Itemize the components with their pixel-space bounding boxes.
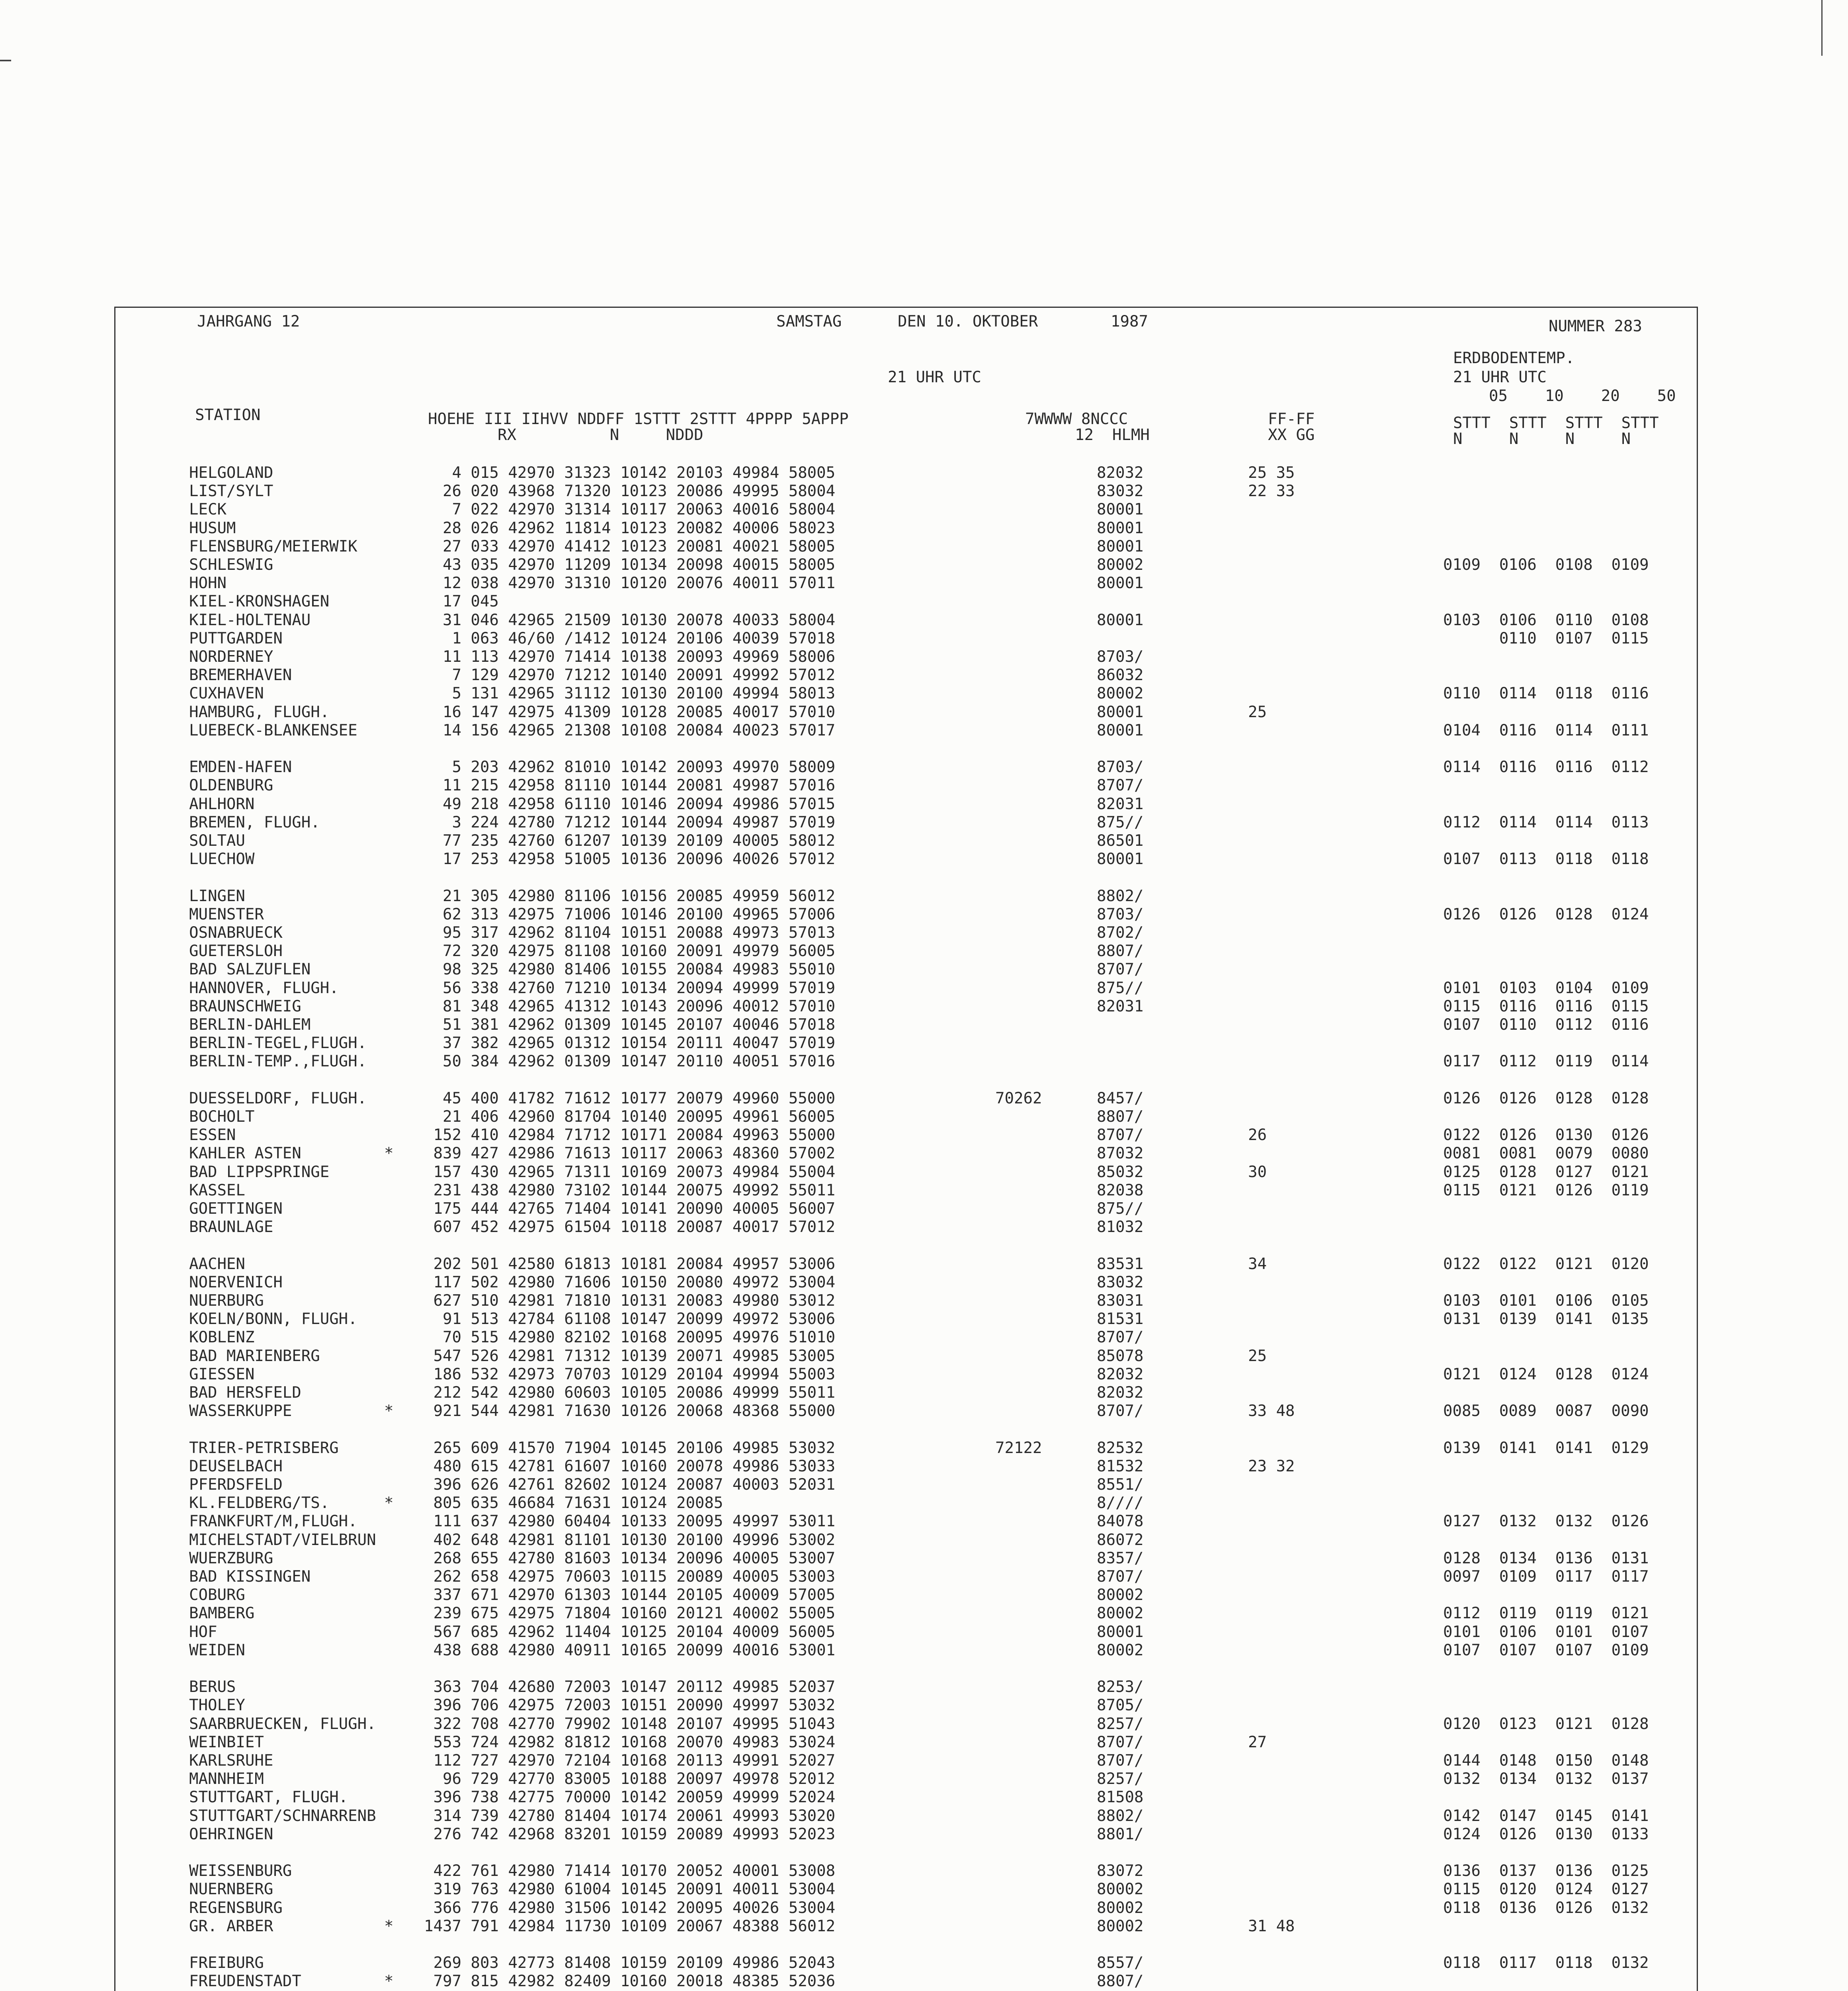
group8-value: 8257/ <box>1097 1715 1144 1733</box>
mountain-station-marker: * <box>384 1972 394 1991</box>
gust-value: 34 <box>1248 1255 1267 1273</box>
group8-value: 8551/ <box>1097 1476 1144 1494</box>
soil-temperatures: 0118 0136 0126 0132 <box>1443 1899 1649 1917</box>
station-name: DUESSELDORF, FLUGH. <box>189 1089 367 1107</box>
observation-groups: 5 203 42962 81010 10142 20093 49970 58009 <box>424 758 836 776</box>
observation-groups: 95 317 42962 81104 10151 20088 49973 57013 <box>424 924 836 942</box>
group8-value: 8707/ <box>1097 960 1144 979</box>
group8-value: 81032 <box>1097 1218 1144 1236</box>
observation-groups: 231 438 42980 73102 10144 20075 49992 55011 <box>424 1181 836 1199</box>
group8-value: 83032 <box>1097 482 1144 501</box>
group8-value: 8801/ <box>1097 1825 1144 1843</box>
station-name: NOERVENICH <box>189 1273 283 1291</box>
col-group7-1: 7WWWW 8NCCC <box>1025 410 1128 428</box>
gust-value: 25 <box>1248 703 1267 721</box>
observation-groups: 31 046 42965 21509 10130 20078 40033 58004 <box>424 611 836 629</box>
observation-groups: 396 738 42775 70000 10142 20059 49999 52024 <box>424 1788 836 1807</box>
observation-groups: 28 026 42962 11814 10123 20082 40006 58023 <box>424 519 836 537</box>
observation-groups: 157 430 42965 71311 10169 20073 49984 55004 <box>424 1163 836 1181</box>
group8-value: 82032 <box>1097 1384 1144 1402</box>
observation-groups: 3 224 42780 71212 10144 20094 49987 57019 <box>424 813 836 831</box>
col-soil-1: STTT STTT STTT STTT <box>1453 414 1659 432</box>
group8-value: 8257/ <box>1097 1770 1144 1788</box>
station-name: KAHLER ASTEN <box>189 1144 301 1163</box>
observation-groups: 7 022 42970 31314 10117 20063 40016 58004 <box>424 501 836 519</box>
soil-temperatures: 0110 0107 0115 <box>1443 629 1649 647</box>
station-name: SAARBRUECKEN, FLUGH. <box>189 1715 376 1733</box>
group8-value: 80001 <box>1097 703 1144 721</box>
observation-groups: 1437 791 42984 11730 10109 20067 48388 56012 <box>424 1917 836 1935</box>
year: 1987 <box>1111 313 1148 331</box>
group8-value: 875// <box>1097 979 1144 997</box>
group8-value: 81532 <box>1097 1457 1144 1475</box>
group8-value: 80001 <box>1097 501 1144 519</box>
soil-temperatures: 0128 0134 0136 0131 <box>1443 1549 1649 1567</box>
observation-groups: 607 452 42975 61504 10118 20087 40017 57012 <box>424 1218 836 1236</box>
observation-groups: 212 542 42980 60603 10105 20086 49999 55011 <box>424 1384 836 1402</box>
station-name: BERLIN-DAHLEM <box>189 1016 311 1034</box>
station-name: LINGEN <box>189 887 245 905</box>
observation-groups: 186 532 42973 70703 10129 20104 49994 55003 <box>424 1365 836 1383</box>
group8-value: 82031 <box>1097 795 1144 813</box>
station-name: WEIDEN <box>189 1641 245 1659</box>
soil-temperatures: 0081 0081 0079 0080 <box>1443 1144 1649 1163</box>
station-name: MANNHEIM <box>189 1770 264 1788</box>
gust-value: 25 <box>1248 1347 1267 1365</box>
observation-groups: 112 727 42970 72104 10168 20113 49991 52027 <box>424 1752 836 1770</box>
station-name: BREMEN, FLUGH. <box>189 813 320 831</box>
observation-groups: 16 147 42975 41309 10128 20085 40017 57010 <box>424 703 836 721</box>
observation-groups: 43 035 42970 11209 10134 20098 40015 58005 <box>424 556 836 574</box>
col-header-2: RX N NDDD <box>498 426 703 444</box>
group8-value: 83072 <box>1097 1862 1144 1880</box>
station-name: PFERDSFELD <box>189 1476 283 1494</box>
station-name: HUSUM <box>189 519 236 537</box>
group8-value: 8707/ <box>1097 1126 1144 1144</box>
soil-temperatures: 0107 0107 0107 0109 <box>1443 1641 1649 1659</box>
station-name: ESSEN <box>189 1126 236 1144</box>
col-header-1: HOEHE III IIHVV NDDFF 1STTT 2STTT 4PPPP 5APPP <box>428 410 849 428</box>
group8-value: 80002 <box>1097 556 1144 574</box>
station-name: REGENSBURG <box>189 1899 283 1917</box>
observation-groups: 269 803 42773 81408 10159 20109 49986 52043 <box>424 1954 836 1972</box>
soil-temperatures: 0112 0119 0119 0121 <box>1443 1604 1649 1623</box>
group8-value: 80001 <box>1097 574 1144 593</box>
observation-groups: 37 382 42965 01312 10154 20111 40047 57019 <box>424 1034 836 1052</box>
gust-value: 23 32 <box>1248 1457 1295 1475</box>
station-name: MICHELSTADT/VIELBRUN <box>189 1531 376 1549</box>
group8-value: 8457/ <box>1097 1089 1144 1107</box>
observation-groups: 337 671 42970 61303 10144 20105 40009 57005 <box>424 1586 836 1604</box>
date: DEN 10. OKTOBER <box>898 313 1038 331</box>
group8-value: 80002 <box>1097 1917 1144 1935</box>
soil-temperatures: 0115 0121 0126 0119 <box>1443 1181 1649 1199</box>
group8-value: 8707/ <box>1097 1733 1144 1751</box>
gust-value: 31 48 <box>1248 1917 1295 1935</box>
group8-value: 8807/ <box>1097 1108 1144 1126</box>
group8-value: 8807/ <box>1097 1972 1144 1991</box>
station-name: NORDERNEY <box>189 648 273 666</box>
mountain-station-marker: * <box>384 1494 394 1512</box>
soil-temperatures: 0122 0126 0130 0126 <box>1443 1126 1649 1144</box>
soil-temperatures: 0107 0110 0112 0116 <box>1443 1016 1649 1034</box>
observation-groups: 202 501 42580 61813 10181 20084 49957 53006 <box>424 1255 836 1273</box>
station-name: CUXHAVEN <box>189 685 264 703</box>
station-name: LUECHOW <box>189 850 255 868</box>
soil-temperatures: 0127 0132 0132 0126 <box>1443 1512 1649 1531</box>
group8-value: 86501 <box>1097 832 1144 850</box>
edge-mark <box>0 60 11 61</box>
station-name: WASSERKUPPE <box>189 1402 292 1420</box>
group8-value: 875// <box>1097 813 1144 831</box>
group8-value: 8//// <box>1097 1494 1144 1512</box>
station-name: KOELN/BONN, FLUGH. <box>189 1310 357 1328</box>
group8-value: 8707/ <box>1097 1402 1144 1420</box>
soil-temperatures: 0120 0123 0121 0128 <box>1443 1715 1649 1733</box>
observation-groups: 276 742 42968 83201 10159 20089 49993 52023 <box>424 1825 836 1843</box>
soil-temperatures: 0103 0101 0106 0105 <box>1443 1292 1649 1310</box>
observation-groups: 314 739 42780 81404 10174 20061 49993 53020 <box>424 1807 836 1825</box>
station-name: BAD LIPPSPRINGE <box>189 1163 330 1181</box>
group8-value: 83032 <box>1097 1273 1144 1291</box>
station-name: BRAUNLAGE <box>189 1218 273 1236</box>
station-name: PUTTGARDEN <box>189 629 283 647</box>
group8-value: 83031 <box>1097 1292 1144 1310</box>
station-name: KIEL-HOLTENAU <box>189 611 311 629</box>
observation-groups: 921 544 42981 71630 10126 20068 48368 55000 <box>424 1402 836 1420</box>
group8-value: 82032 <box>1097 464 1144 482</box>
station-name: AHLHORN <box>189 795 255 813</box>
group8-value: 80002 <box>1097 1604 1144 1623</box>
group8-value: 8702/ <box>1097 924 1144 942</box>
station-name: STUTTGART, FLUGH. <box>189 1788 348 1807</box>
soil-temperatures: 0121 0124 0128 0124 <box>1443 1365 1649 1383</box>
group8-value: 80002 <box>1097 1899 1144 1917</box>
soil-depths: 05 10 20 50 <box>1489 387 1676 405</box>
soil-temp-title: ERDBODENTEMP. <box>1453 349 1575 367</box>
group8-value: 8807/ <box>1097 942 1144 960</box>
group8-value: 80001 <box>1097 1623 1144 1641</box>
soil-temperatures: 0122 0122 0121 0120 <box>1443 1255 1649 1273</box>
observation-groups: 77 235 42760 61207 10139 20109 40005 58012 <box>424 832 836 850</box>
observation-groups: 21 305 42980 81106 10156 20085 49959 56012 <box>424 887 836 905</box>
observation-groups: 11 113 42970 71414 10138 20093 49969 58006 <box>424 648 836 666</box>
group8-value: 8802/ <box>1097 887 1144 905</box>
soil-temperatures: 0115 0116 0116 0115 <box>1443 997 1649 1015</box>
observation-groups: 7 129 42970 71212 10140 20091 49992 57012 <box>424 666 836 685</box>
observation-groups: 11 215 42958 81110 10144 20081 49987 57016 <box>424 776 836 795</box>
station-name: WEISSENBURG <box>189 1862 292 1880</box>
issue-number: NUMMER 283 <box>1549 317 1642 335</box>
group8-value: 80002 <box>1097 1586 1144 1604</box>
station-name: KASSEL <box>189 1181 245 1199</box>
gust-value: 25 35 <box>1248 464 1295 482</box>
observation-groups: 26 020 43968 71320 10123 20086 49995 58004 <box>424 482 836 501</box>
station-name: KIEL-KRONSHAGEN <box>189 593 330 611</box>
observation-groups: 239 675 42975 71804 10160 20121 40002 55005 <box>424 1604 836 1623</box>
station-name: BREMERHAVEN <box>189 666 292 685</box>
group8-value: 87032 <box>1097 1144 1144 1163</box>
station-name: BAD HERSFELD <box>189 1384 301 1402</box>
station-name: HANNOVER, FLUGH. <box>189 979 339 997</box>
edge-rule <box>1821 0 1823 56</box>
gust-value: 27 <box>1248 1733 1267 1751</box>
observation-groups: 81 348 42965 41312 10143 20096 40012 57010 <box>424 997 836 1015</box>
group8-value: 83531 <box>1097 1255 1144 1273</box>
station-name: FLENSBURG/MEIERWIK <box>189 537 357 555</box>
gust-value: 30 <box>1248 1163 1267 1181</box>
observation-groups: 438 688 42980 40911 10165 20099 40016 53001 <box>424 1641 836 1659</box>
group8-value: 80001 <box>1097 519 1144 537</box>
soil-temperatures: 0107 0113 0118 0118 <box>1443 850 1649 868</box>
station-name: OLDENBURG <box>189 776 273 795</box>
station-name: GR. ARBER <box>189 1917 273 1935</box>
gust-value: 26 <box>1248 1126 1267 1144</box>
soil-temperatures: 0136 0137 0136 0125 <box>1443 1862 1649 1880</box>
station-name: BERUS <box>189 1678 236 1696</box>
soil-temperatures: 0103 0106 0110 0108 <box>1443 611 1649 629</box>
observation-groups: 17 253 42958 51005 10136 20096 40026 57012 <box>424 850 836 868</box>
station-name: STUTTGART/SCHNARRENB <box>189 1807 376 1825</box>
soil-temperatures: 0101 0106 0101 0107 <box>1443 1623 1649 1641</box>
observation-groups: 1 063 46/60 /1412 10124 20106 40039 57018 <box>424 629 836 647</box>
observation-groups: 363 704 42680 72003 10147 20112 49985 52037 <box>424 1678 836 1696</box>
station-name: KARLSRUHE <box>189 1752 273 1770</box>
station-name: BRAUNSCHWEIG <box>189 997 301 1015</box>
soil-temperatures: 0110 0114 0118 0116 <box>1443 685 1649 703</box>
group8-value: 8802/ <box>1097 1807 1144 1825</box>
station-name: HAMBURG, FLUGH. <box>189 703 330 721</box>
group8-value: 8705/ <box>1097 1696 1144 1715</box>
group8-value: 82038 <box>1097 1181 1144 1199</box>
station-name: LIST/SYLT <box>189 482 273 501</box>
observation-groups: 402 648 42981 81101 10130 20100 49996 53002 <box>424 1531 836 1549</box>
soil-temperatures: 0126 0126 0128 0128 <box>1443 1089 1649 1107</box>
group8-value: 80002 <box>1097 1641 1144 1659</box>
observation-groups: 5 131 42965 31112 10130 20100 49994 58013 <box>424 685 836 703</box>
group8-value: 85032 <box>1097 1163 1144 1181</box>
soil-temperatures: 0139 0141 0141 0129 <box>1443 1439 1649 1457</box>
col-soil-2: N N N N <box>1453 430 1631 448</box>
soil-temperatures: 0142 0147 0145 0141 <box>1443 1807 1649 1825</box>
observation-groups: 366 776 42980 31506 10142 20095 40026 53004 <box>424 1899 836 1917</box>
soil-temp-time: 21 UHR UTC <box>1453 368 1547 386</box>
group8-value: 82031 <box>1097 997 1144 1015</box>
observation-groups: 117 502 42980 71606 10150 20080 49972 53004 <box>424 1273 836 1291</box>
station-name: BERLIN-TEGEL,FLUGH. <box>189 1034 367 1052</box>
station-name: KOBLENZ <box>189 1328 255 1347</box>
jahrgang: JAHRGANG 12 <box>197 313 300 331</box>
group8-value: 8357/ <box>1097 1549 1144 1567</box>
soil-temperatures: 0104 0116 0114 0111 <box>1443 721 1649 739</box>
group8-value: 86072 <box>1097 1531 1144 1549</box>
station-name: DEUSELBACH <box>189 1457 283 1475</box>
soil-temperatures: 0117 0112 0119 0114 <box>1443 1052 1649 1071</box>
observation-groups: 72 320 42975 81108 10160 20091 49979 56005 <box>424 942 836 960</box>
soil-temperatures: 0126 0126 0128 0124 <box>1443 905 1649 923</box>
observation-groups: 4 015 42970 31323 10142 20103 49984 58005 <box>424 464 836 482</box>
group8-value: 8703/ <box>1097 905 1144 923</box>
station-name: OEHRINGEN <box>189 1825 273 1843</box>
group8-value: 8253/ <box>1097 1678 1144 1696</box>
weekday: SAMSTAG <box>776 313 842 331</box>
soil-temperatures: 0109 0106 0108 0109 <box>1443 556 1649 574</box>
observation-groups: 262 658 42975 70603 10115 20089 40005 53003 <box>424 1568 836 1586</box>
observation-groups: 12 038 42970 31310 10120 20076 40011 57011 <box>424 574 836 593</box>
group8-value: 8707/ <box>1097 1328 1144 1347</box>
group8-value: 80001 <box>1097 537 1144 555</box>
observation-groups: 265 609 41570 71904 10145 20106 49985 53032 <box>424 1439 836 1457</box>
observation-groups: 839 427 42986 71613 10117 20063 48360 57002 <box>424 1144 836 1163</box>
observation-groups: 627 510 42981 71810 10131 20083 49980 53012 <box>424 1292 836 1310</box>
observation-groups: 14 156 42965 21308 10108 20084 40023 57017 <box>424 721 836 739</box>
station-name: EMDEN-HAFEN <box>189 758 292 776</box>
station-name: GIESSEN <box>189 1365 255 1383</box>
station-name: OSNABRUECK <box>189 924 283 942</box>
group8-value: 82032 <box>1097 1365 1144 1383</box>
group8-value: 8557/ <box>1097 1954 1144 1972</box>
station-name: SOLTAU <box>189 832 245 850</box>
observation-groups: 396 626 42761 82602 10124 20087 40003 52031 <box>424 1476 836 1494</box>
observation-groups: 96 729 42770 83005 10188 20097 49978 52012 <box>424 1770 836 1788</box>
observation-groups: 268 655 42780 81603 10134 20096 40005 53007 <box>424 1549 836 1567</box>
observation-groups: 111 637 42980 60404 10133 20095 49997 53011 <box>424 1512 836 1531</box>
observation-groups: 98 325 42980 81406 10155 20084 49983 55010 <box>424 960 836 979</box>
observation-groups: 322 708 42770 79902 10148 20107 49995 51043 <box>424 1715 836 1733</box>
soil-temperatures: 0114 0116 0116 0112 <box>1443 758 1649 776</box>
col-ff-1: FF-FF <box>1268 410 1315 428</box>
group8-value: 8707/ <box>1097 1568 1144 1586</box>
station-name: SCHLESWIG <box>189 556 273 574</box>
group8-value: 80002 <box>1097 1880 1144 1899</box>
observation-groups: 50 384 42962 01309 10147 20110 40051 57016 <box>424 1052 836 1071</box>
station-name: THOLEY <box>189 1696 245 1715</box>
observation-groups: 49 218 42958 61110 10146 20094 49986 57015 <box>424 795 836 813</box>
mountain-station-marker: * <box>384 1144 394 1163</box>
observation-groups: 51 381 42962 01309 10145 20107 40046 57018 <box>424 1016 836 1034</box>
group7-value: 70262 <box>995 1089 1042 1107</box>
col-station: STATION <box>195 406 261 424</box>
group8-value: 85078 <box>1097 1347 1144 1365</box>
group7-value: 72122 <box>995 1439 1042 1457</box>
observation-groups: 567 685 42962 11404 10125 20104 40009 56005 <box>424 1623 836 1641</box>
group8-value: 8703/ <box>1097 648 1144 666</box>
station-name: WUERZBURG <box>189 1549 273 1567</box>
station-name: NUERBURG <box>189 1292 264 1310</box>
soil-temperatures: 0115 0120 0124 0127 <box>1443 1880 1649 1899</box>
station-name: FREUDENSTADT <box>189 1972 301 1991</box>
station-name: BAD SALZUFLEN <box>189 960 311 979</box>
observation-groups: 553 724 42982 81812 10168 20070 49983 53024 <box>424 1733 836 1751</box>
station-name: LUEBECK-BLANKENSEE <box>189 721 357 739</box>
col-group7-2: 12 HLMH <box>1075 426 1150 444</box>
group8-value: 84078 <box>1097 1512 1144 1531</box>
station-name: NUERNBERG <box>189 1880 273 1899</box>
group8-value: 875// <box>1097 1200 1144 1218</box>
station-name: FRANKFURT/M,FLUGH. <box>189 1512 357 1531</box>
group8-value: 80001 <box>1097 611 1144 629</box>
observation-groups: 805 635 46684 71631 10124 20085 <box>424 1494 723 1512</box>
station-name: MUENSTER <box>189 905 264 923</box>
group8-value: 81531 <box>1097 1310 1144 1328</box>
observation-groups: 152 410 42984 71712 10171 20084 49963 55000 <box>424 1126 836 1144</box>
observation-groups: 480 615 42781 61607 10160 20078 49986 53033 <box>424 1457 836 1475</box>
observation-groups: 27 033 42970 41412 10123 20081 40021 58005 <box>424 537 836 555</box>
soil-temperatures: 0101 0103 0104 0109 <box>1443 979 1649 997</box>
soil-temperatures: 0131 0139 0141 0135 <box>1443 1310 1649 1328</box>
station-name: BOCHOLT <box>189 1108 255 1126</box>
soil-temperatures: 0125 0128 0127 0121 <box>1443 1163 1649 1181</box>
gust-value: 33 48 <box>1248 1402 1295 1420</box>
soil-temperatures: 0118 0117 0118 0132 <box>1443 1954 1649 1972</box>
mountain-station-marker: * <box>384 1917 394 1935</box>
group8-value: 8707/ <box>1097 1752 1144 1770</box>
observation-groups: 175 444 42765 71404 10141 20090 40005 56007 <box>424 1200 836 1218</box>
station-name: COBURG <box>189 1586 245 1604</box>
observation-time: 21 UHR UTC <box>888 368 981 386</box>
group8-value: 81508 <box>1097 1788 1144 1807</box>
observation-groups: 547 526 42981 71312 10139 20071 49985 53005 <box>424 1347 836 1365</box>
station-name: GOETTINGEN <box>189 1200 283 1218</box>
gust-value: 22 33 <box>1248 482 1295 501</box>
station-name: TRIER-PETRISBERG <box>189 1439 339 1457</box>
station-name: AACHEN <box>189 1255 245 1273</box>
station-name: FREIBURG <box>189 1954 264 1972</box>
soil-temperatures: 0085 0089 0087 0090 <box>1443 1402 1649 1420</box>
observation-groups: 422 761 42980 71414 10170 20052 40001 53008 <box>424 1862 836 1880</box>
station-name: HOF <box>189 1623 217 1641</box>
soil-temperatures: 0124 0126 0130 0133 <box>1443 1825 1649 1843</box>
station-name: BERLIN-TEMP.,FLUGH. <box>189 1052 367 1071</box>
group8-value: 8703/ <box>1097 758 1144 776</box>
observation-groups: 319 763 42980 61004 10145 20091 40011 53004 <box>424 1880 836 1899</box>
soil-temperatures: 0144 0148 0150 0148 <box>1443 1752 1649 1770</box>
soil-temperatures: 0112 0114 0114 0113 <box>1443 813 1649 831</box>
observation-groups: 70 515 42980 82102 10168 20095 49976 51010 <box>424 1328 836 1347</box>
station-name: HOHN <box>189 574 227 593</box>
observation-groups: 797 815 42982 82409 10160 20018 48385 52036 <box>424 1972 836 1991</box>
station-name: LECK <box>189 501 227 519</box>
observation-groups: 396 706 42975 72003 10151 20090 49997 53032 <box>424 1696 836 1715</box>
observation-groups: 62 313 42975 71006 10146 20100 49965 57006 <box>424 905 836 923</box>
group8-value: 80002 <box>1097 685 1144 703</box>
mountain-station-marker: * <box>384 1402 394 1420</box>
station-name: KL.FELDBERG/TS. <box>189 1494 330 1512</box>
group8-value: 8707/ <box>1097 776 1144 795</box>
soil-temperatures: 0132 0134 0132 0137 <box>1443 1770 1649 1788</box>
station-name: BAD KISSINGEN <box>189 1568 311 1586</box>
station-name: BAMBERG <box>189 1604 255 1623</box>
group8-value: 86032 <box>1097 666 1144 685</box>
group8-value: 80001 <box>1097 850 1144 868</box>
soil-temperatures: 0097 0109 0117 0117 <box>1443 1568 1649 1586</box>
observation-groups: 91 513 42784 61108 10147 20099 49972 53006 <box>424 1310 836 1328</box>
col-ff-2: XX GG <box>1268 426 1315 444</box>
group8-value: 80001 <box>1097 721 1144 739</box>
group8-value: 82532 <box>1097 1439 1144 1457</box>
observation-groups: 45 400 41782 71612 10177 20079 49960 55000 <box>424 1089 836 1107</box>
observation-groups: 17 045 <box>424 593 499 611</box>
station-name: GUETERSLOH <box>189 942 283 960</box>
station-name: HELGOLAND <box>189 464 273 482</box>
observation-groups: 56 338 42760 71210 10134 20094 49999 57019 <box>424 979 836 997</box>
station-name: WEINBIET <box>189 1733 264 1751</box>
observation-groups: 21 406 42960 81704 10140 20095 49961 56005 <box>424 1108 836 1126</box>
station-name: BAD MARIENBERG <box>189 1347 320 1365</box>
